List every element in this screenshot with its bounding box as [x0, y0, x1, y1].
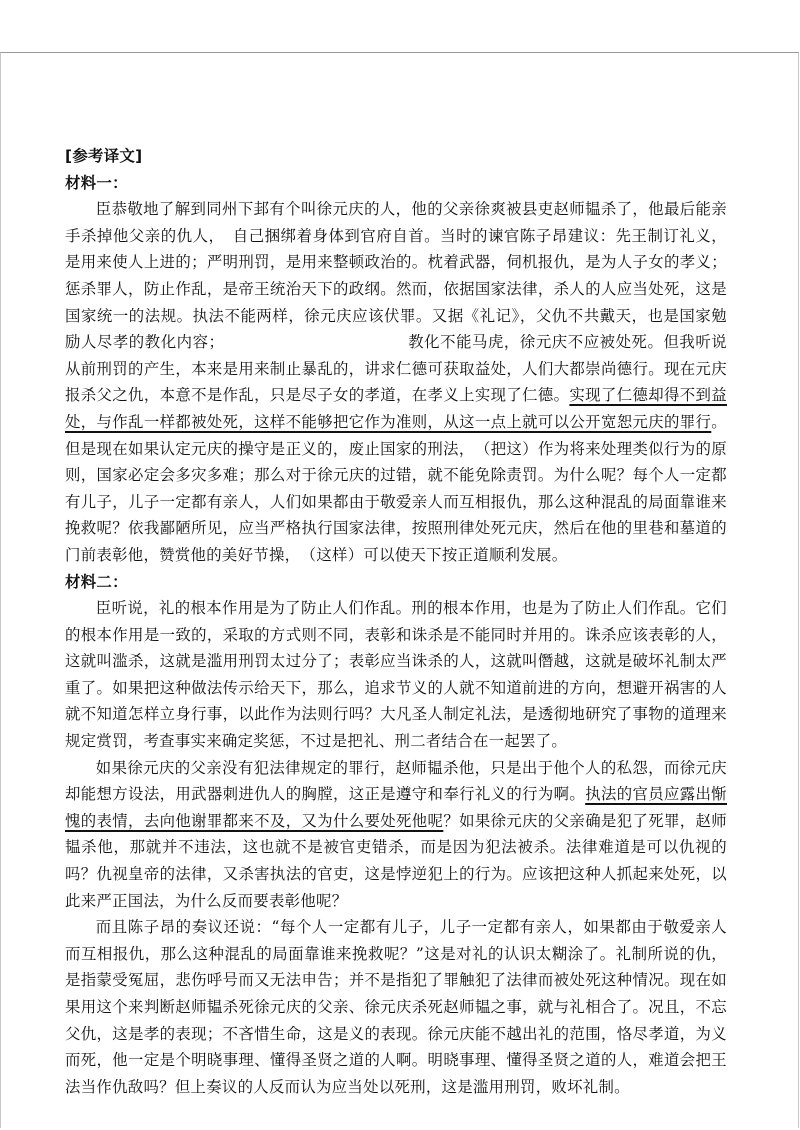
material-2-paragraph-3: 而且陈子昂的奏议还说：“每个人一定都有儿子，儿子一定都有亲人，如果都由于敬爱亲人而互相报仇，那么这种混乱的局面靠谁来挽救呢？”这是对礼的认识太糊涂了。礼制所说的仇，是指蒙受冤屈，悲伤呼号而又无法申告；并不是指犯了罪触犯了法律而被处死这种情况。现在如果用这个来判断赵师韫杀死徐元庆的父亲、徐元庆杀死赵师韫之事，就与礼相合了。况且，不忘父仇，这是孝的表现；不吝惜生命，这是义的表现。徐元庆能不越出礼的范围，恪尽孝道，为义而死，他一定是个明晓事理、懂得圣贤之道的人啊。明晓事理、懂得圣贤之道的人，难道会把王法当作仇敌吗？但上奏议的人反而认为应当处以死刑，这是滥用刑罚，败坏礼制。	[65, 918, 727, 1096]
paragraph-text: 臣恭敬地了解到同州下邽有个叫徐元庆的人，他的父亲徐爽被县吏赵师韫杀了，他最后能亲手杀掉他父亲的仇人， 自己捆绑着身体到官府自首。当时的谏官陈子昂建议：先王制订礼义，是用来使人上进的；严明刑罚，是用来整顿政治的。枕着武器，伺机报仇，是为人子女的孝义；惩杀罪人，防止作乱，是帝王统治天下的政纲。然而，依据国家法律，杀人的人应当处死，这是国家统一的法规。执法不能两样，徐元庆应该伏罪。又据《礼记》，父仇不共戴天，也是国家勉励人尽孝的教化内容； 教化不能马虎，徐元庆不应被处死。但我听说从前刑罚的产生，本来是用来制止暴乱的，讲求仁德可获取益处，人们大都崇尚德行。现在元庆报杀父之仇，本意不是作乱，只是尽子女的孝道，在孝义上实现了仁德。	[65, 200, 727, 405]
material-1-heading: 材料一：	[65, 173, 128, 192]
material-2-paragraph-2	[65, 755, 727, 915]
paragraph-text: ？如果徐元庆的父亲确是犯了死罪，赵师韫杀他，那就并不违法，这也就不是被官吏错杀，而是因为犯法被杀。法律难道是可以仇视的吗？仇视皇帝的法律，又杀害执法的官吏，这是悖逆犯上的行为。应该把这种人抓起来处死，以此来严正国法，为什么反而要表彰他呢？	[65, 811, 727, 910]
paragraph-text: 。但是现在如果认定元庆的操守是正义的，废止国家的刑法， （把这）作为将来处理类似行为的原则，国家必定会多灾多难；那么对于徐元庆的过错，就不能免除责罚。为什么呢？每个人一定都有儿子，儿子一定都有亲人，人们如果都由于敬爱亲人而互相报仇，那么这种混乱的局面靠谁来挽救呢？依我鄙陋所见，应当严格执行国家法律，按照刑律处死元庆，然后在他的里巷和墓道的门前表彰他，赞赏他的美好节操， （这样）可以使天下按正道顺利发展。	[65, 412, 727, 564]
material-2-heading: 材料二：	[65, 572, 128, 591]
material-1-paragraph	[65, 196, 727, 568]
material-2-paragraph-1: 臣听说，礼的根本作用是为了防止人们作乱。刑的根本作用，也是为了防止人们作乱。它们的根本作用是一致的，采取的方式则不同，表彰和诛杀是不能同时并用的。诛杀应该表彰的人，这就叫滥杀，这就是滥用刑罚太过分了；表彰应当诛杀的人，这就叫僭越，这就是破坏礼制太严重了。如果把这种做法传示给天下，那么，追求节义的人就不知道前进的方向，想避开祸害的人就不知道怎样立身行事，以此作为法则行吗？大凡圣人制定礼法，是透彻地研究了事物的道理来规定赏罚，考查事实来确定奖惩，不过是把礼、刑二者结合在一起罢了。	[65, 599, 727, 751]
document-body	[65, 143, 727, 1100]
underlined-sentence: 执法的官员应露出惭愧的表情，去向他谢罪都来不及，又为什么要处死他呢	[65, 785, 728, 830]
document-title: [参考译文]	[65, 147, 143, 165]
paragraph-text: 如果徐元庆的父亲没有犯法律规定的罪行，赵师韫杀他，只是出于他个人的私怨，而徐元庆却能想方设法，用武器刺进仇人的胸膛，这正是遵守和奉行礼义的行为啊。	[65, 758, 727, 804]
underlined-sentence: 实现了仁德却得不到益处，与作乱一样都被处死，这样不能够把它作为准则，从这一点上就可以公开宽恕元庆的罪行	[65, 386, 727, 431]
